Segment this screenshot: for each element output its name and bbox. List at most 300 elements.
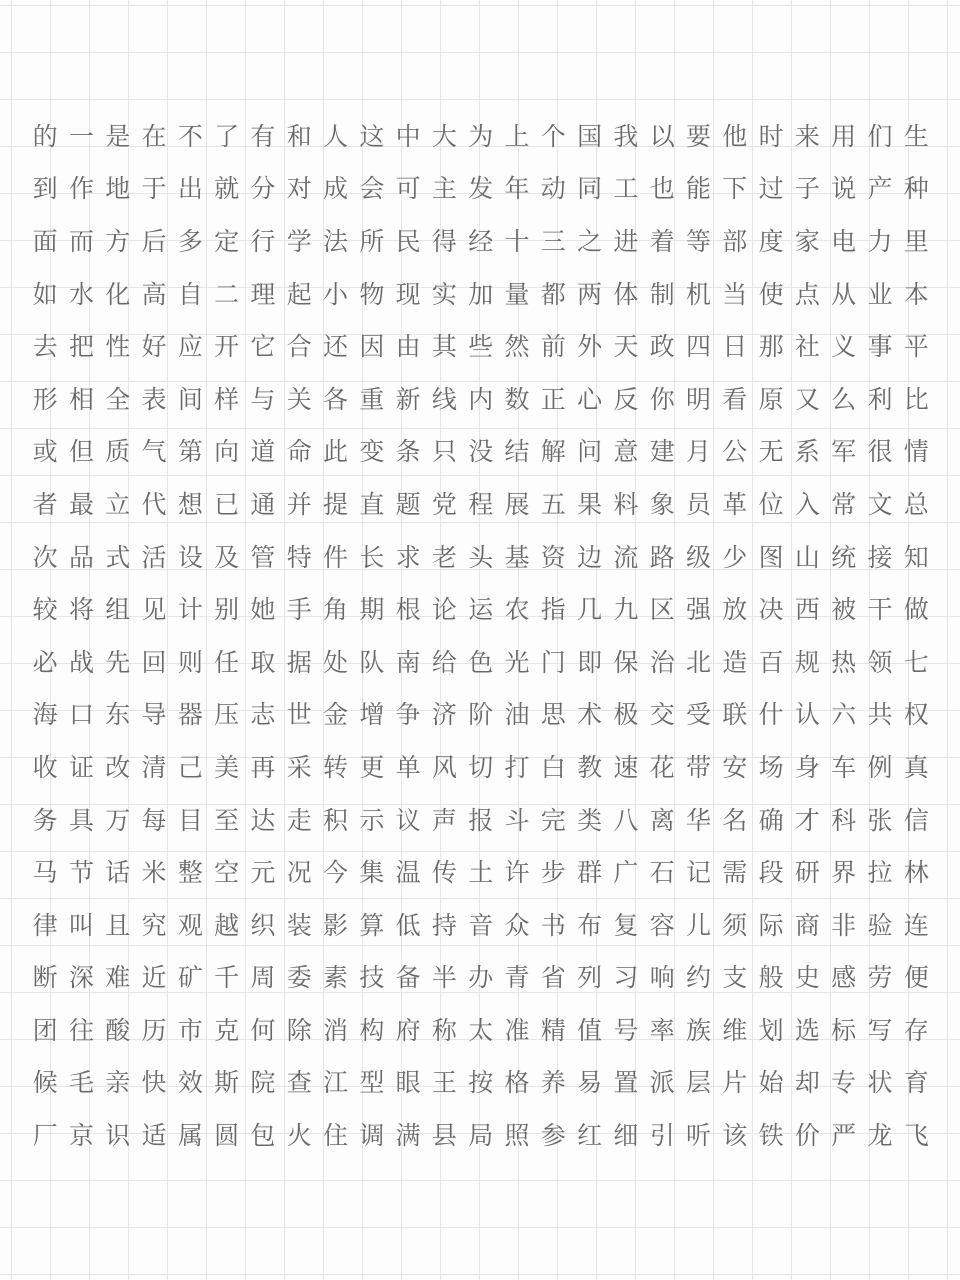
character: 展 <box>504 489 530 519</box>
character: 业 <box>867 279 893 309</box>
character: 需 <box>722 858 748 888</box>
character: 少 <box>722 542 748 572</box>
character: 须 <box>722 910 748 940</box>
character: 王 <box>431 1068 457 1098</box>
character: 将 <box>68 595 94 625</box>
character: 几 <box>577 595 603 625</box>
character: 马 <box>32 858 58 888</box>
character: 都 <box>540 279 566 309</box>
character: 产 <box>867 174 893 204</box>
character: 深 <box>68 963 94 993</box>
character: 完 <box>540 805 566 835</box>
character: 白 <box>540 752 566 782</box>
character: 习 <box>613 963 639 993</box>
character: 生 <box>903 121 929 151</box>
character: 书 <box>540 910 566 940</box>
character-row <box>27 320 937 373</box>
character: 采 <box>286 752 312 782</box>
character: 般 <box>758 963 784 993</box>
character: 器 <box>177 700 203 730</box>
character: 太 <box>468 1015 494 1045</box>
character: 儿 <box>685 910 711 940</box>
character: 所 <box>359 226 385 256</box>
character: 在 <box>141 121 167 151</box>
character: 调 <box>359 1121 385 1151</box>
character: 界 <box>831 858 857 888</box>
character: 市 <box>177 1015 203 1045</box>
character: 只 <box>431 437 457 467</box>
character: 花 <box>649 752 675 782</box>
character: 也 <box>649 174 675 204</box>
character: 管 <box>250 542 276 572</box>
character: 这 <box>359 121 385 151</box>
character: 理 <box>250 279 276 309</box>
character: 达 <box>250 805 276 835</box>
character: 置 <box>613 1068 639 1098</box>
character: 总 <box>903 489 929 519</box>
character: 使 <box>758 279 784 309</box>
character: 团 <box>32 1015 58 1045</box>
character: 线 <box>431 384 457 414</box>
character: 然 <box>504 332 530 362</box>
character: 商 <box>794 910 820 940</box>
character: 装 <box>286 910 312 940</box>
character: 战 <box>68 647 94 677</box>
character: 五 <box>540 489 566 519</box>
character-row <box>27 163 937 216</box>
character: 风 <box>431 752 457 782</box>
character: 色 <box>468 647 494 677</box>
character: 快 <box>141 1068 167 1098</box>
character: 格 <box>504 1068 530 1098</box>
character: 引 <box>649 1121 675 1151</box>
character: 由 <box>395 332 421 362</box>
character: 约 <box>685 963 711 993</box>
character: 织 <box>250 910 276 940</box>
character: 程 <box>468 489 494 519</box>
character: 压 <box>214 700 240 730</box>
character: 真 <box>903 752 929 782</box>
character-row <box>27 846 937 899</box>
character: 下 <box>722 174 748 204</box>
character: 条 <box>395 437 421 467</box>
character: 己 <box>177 752 203 782</box>
character-row <box>27 899 937 952</box>
character: 感 <box>831 963 857 993</box>
character: 动 <box>540 174 566 204</box>
character: 见 <box>141 595 167 625</box>
character: 千 <box>214 963 240 993</box>
character: 边 <box>577 542 603 572</box>
character: 它 <box>250 332 276 362</box>
character: 况 <box>286 858 312 888</box>
character: 确 <box>758 805 784 835</box>
character: 四 <box>685 332 711 362</box>
character: 物 <box>359 279 385 309</box>
character: 领 <box>867 647 893 677</box>
character: 石 <box>649 858 675 888</box>
character: 北 <box>685 647 711 677</box>
character: 员 <box>685 489 711 519</box>
character: 例 <box>867 752 893 782</box>
character: 专 <box>831 1068 857 1098</box>
character: 术 <box>577 700 603 730</box>
character: 就 <box>214 174 240 204</box>
character: 共 <box>867 700 893 730</box>
character: 价 <box>794 1121 820 1151</box>
character: 设 <box>177 542 203 572</box>
character: 解 <box>540 437 566 467</box>
character: 比 <box>903 384 929 414</box>
character: 定 <box>214 226 240 256</box>
character: 至 <box>214 805 240 835</box>
character: 最 <box>68 489 94 519</box>
character: 小 <box>323 279 349 309</box>
character: 张 <box>867 805 893 835</box>
character: 及 <box>214 542 240 572</box>
character: 有 <box>250 121 276 151</box>
character: 以 <box>649 121 675 151</box>
character: 向 <box>214 437 240 467</box>
character: 准 <box>504 1015 530 1045</box>
character: 连 <box>903 910 929 940</box>
character: 支 <box>722 963 748 993</box>
character: 精 <box>540 1015 566 1045</box>
character: 用 <box>831 121 857 151</box>
character: 内 <box>468 384 494 414</box>
character: 离 <box>649 805 675 835</box>
character: 更 <box>359 752 385 782</box>
character: 革 <box>722 489 748 519</box>
character: 百 <box>758 647 784 677</box>
character: 部 <box>722 226 748 256</box>
character: 信 <box>903 805 929 835</box>
character: 度 <box>758 226 784 256</box>
character: 主 <box>431 174 457 204</box>
character: 报 <box>468 805 494 835</box>
character: 成 <box>323 174 349 204</box>
character: 则 <box>177 647 203 677</box>
character: 争 <box>395 700 421 730</box>
character: 观 <box>177 910 203 940</box>
character: 再 <box>250 752 276 782</box>
character: 整 <box>177 858 203 888</box>
character: 规 <box>794 647 820 677</box>
character-row <box>27 215 937 268</box>
character: 两 <box>577 279 603 309</box>
character: 放 <box>722 595 748 625</box>
character: 做 <box>903 595 929 625</box>
character: 往 <box>68 1015 94 1045</box>
character: 新 <box>395 384 421 414</box>
character: 切 <box>468 752 494 782</box>
character: 别 <box>214 595 240 625</box>
character: 利 <box>867 384 893 414</box>
character: 劳 <box>867 963 893 993</box>
character: 复 <box>613 910 639 940</box>
character: 据 <box>286 647 312 677</box>
character: 等 <box>685 226 711 256</box>
character: 识 <box>105 1121 131 1151</box>
character: 各 <box>323 384 349 414</box>
character: 人 <box>323 121 349 151</box>
character: 统 <box>831 542 857 572</box>
character: 路 <box>649 542 675 572</box>
character: 亲 <box>105 1068 131 1098</box>
character: 手 <box>286 595 312 625</box>
character: 把 <box>68 332 94 362</box>
character: 严 <box>831 1121 857 1151</box>
character: 面 <box>32 226 58 256</box>
character: 直 <box>359 489 385 519</box>
character: 队 <box>359 647 385 677</box>
character: 认 <box>794 700 820 730</box>
character: 算 <box>359 910 385 940</box>
character: 众 <box>504 910 530 940</box>
character: 身 <box>794 752 820 782</box>
character: 但 <box>68 437 94 467</box>
character: 育 <box>903 1068 929 1098</box>
character: 治 <box>649 647 675 677</box>
character: 大 <box>431 121 457 151</box>
character: 性 <box>105 332 131 362</box>
character: 因 <box>359 332 385 362</box>
character: 红 <box>577 1121 603 1151</box>
character: 江 <box>323 1068 349 1098</box>
character: 事 <box>867 332 893 362</box>
character: 次 <box>32 542 58 572</box>
character: 强 <box>685 595 711 625</box>
character: 根 <box>395 595 421 625</box>
character: 质 <box>105 437 131 467</box>
character: 场 <box>758 752 784 782</box>
character: 种 <box>903 174 929 204</box>
character: 结 <box>504 437 530 467</box>
character: 技 <box>359 963 385 993</box>
character: 年 <box>504 174 530 204</box>
character: 指 <box>540 595 566 625</box>
character: 其 <box>431 332 457 362</box>
character: 知 <box>903 542 929 572</box>
character: 低 <box>395 910 421 940</box>
character: 金 <box>323 700 349 730</box>
character: 交 <box>649 700 675 730</box>
character: 极 <box>613 700 639 730</box>
character: 常 <box>831 489 857 519</box>
character: 收 <box>32 752 58 782</box>
character: 必 <box>32 647 58 677</box>
character-row <box>27 741 937 794</box>
character: 他 <box>722 121 748 151</box>
character-row <box>27 268 937 321</box>
character: 她 <box>250 595 276 625</box>
character: 象 <box>649 489 675 519</box>
character: 开 <box>214 332 240 362</box>
character: 打 <box>504 752 530 782</box>
character: 多 <box>177 226 203 256</box>
character: 长 <box>359 542 385 572</box>
character: 图 <box>758 542 784 572</box>
character: 带 <box>685 752 711 782</box>
character: 群 <box>577 858 603 888</box>
character: 要 <box>685 121 711 151</box>
character: 建 <box>649 437 675 467</box>
character: 片 <box>722 1068 748 1098</box>
character: 油 <box>504 700 530 730</box>
character: 天 <box>613 332 639 362</box>
character: 位 <box>758 489 784 519</box>
character: 量 <box>504 279 530 309</box>
character: 米 <box>141 858 167 888</box>
character: 关 <box>286 384 312 414</box>
character: 发 <box>468 174 494 204</box>
character: 文 <box>867 489 893 519</box>
character: 东 <box>105 700 131 730</box>
character: 区 <box>649 595 675 625</box>
character: 二 <box>214 279 240 309</box>
character: 单 <box>395 752 421 782</box>
character: 全 <box>105 384 131 414</box>
character: 日 <box>722 332 748 362</box>
character: 何 <box>250 1015 276 1045</box>
character: 十 <box>504 226 530 256</box>
character: 适 <box>141 1121 167 1151</box>
character: 清 <box>141 752 167 782</box>
character: 九 <box>613 595 639 625</box>
character: 火 <box>286 1121 312 1151</box>
character: 世 <box>286 700 312 730</box>
character-row <box>27 1004 937 1057</box>
character: 属 <box>177 1121 203 1151</box>
character: 高 <box>141 279 167 309</box>
character: 气 <box>141 437 167 467</box>
character-row <box>27 1057 937 1110</box>
character: 维 <box>722 1015 748 1045</box>
character: 照 <box>504 1121 530 1151</box>
character: 音 <box>468 910 494 940</box>
character: 查 <box>286 1068 312 1098</box>
character: 经 <box>468 226 494 256</box>
character: 华 <box>685 805 711 835</box>
character: 立 <box>105 489 131 519</box>
character: 包 <box>250 1121 276 1151</box>
character: 社 <box>794 332 820 362</box>
character: 时 <box>758 121 784 151</box>
character: 元 <box>250 858 276 888</box>
character: 的 <box>32 121 58 151</box>
character: 第 <box>177 437 203 467</box>
character-row <box>27 689 937 742</box>
character: 门 <box>540 647 566 677</box>
character: 被 <box>831 595 857 625</box>
character: 前 <box>540 332 566 362</box>
character: 车 <box>831 752 857 782</box>
character: 持 <box>431 910 457 940</box>
character: 广 <box>613 858 639 888</box>
character: 满 <box>395 1121 421 1151</box>
character: 同 <box>577 174 603 204</box>
character: 权 <box>903 700 929 730</box>
character: 克 <box>214 1015 240 1045</box>
character: 铁 <box>758 1121 784 1151</box>
character: 海 <box>32 700 58 730</box>
character: 了 <box>214 121 240 151</box>
character: 容 <box>649 910 675 940</box>
character: 该 <box>722 1121 748 1151</box>
character: 如 <box>32 279 58 309</box>
character: 划 <box>758 1015 784 1045</box>
character: 候 <box>32 1068 58 1098</box>
character: 起 <box>286 279 312 309</box>
character: 体 <box>613 279 639 309</box>
character: 六 <box>831 700 857 730</box>
character: 运 <box>468 595 494 625</box>
character: 对 <box>286 174 312 204</box>
character: 济 <box>431 700 457 730</box>
character: 并 <box>286 489 312 519</box>
character: 阶 <box>468 700 494 730</box>
character: 到 <box>32 174 58 204</box>
character: 响 <box>649 963 675 993</box>
character: 角 <box>323 595 349 625</box>
character: 按 <box>468 1068 494 1098</box>
character: 家 <box>794 226 820 256</box>
character: 且 <box>105 910 131 940</box>
character: 选 <box>794 1015 820 1045</box>
character: 名 <box>722 805 748 835</box>
character: 半 <box>431 963 457 993</box>
character: 义 <box>831 332 857 362</box>
character: 为 <box>468 121 494 151</box>
character: 表 <box>141 384 167 414</box>
character: 军 <box>831 437 857 467</box>
character: 会 <box>359 174 385 204</box>
character: 备 <box>395 963 421 993</box>
character: 积 <box>323 805 349 835</box>
character: 委 <box>286 963 312 993</box>
character: 我 <box>613 121 639 151</box>
character: 研 <box>794 858 820 888</box>
character: 实 <box>431 279 457 309</box>
character: 些 <box>468 332 494 362</box>
character: 子 <box>794 174 820 204</box>
character: 处 <box>323 647 349 677</box>
character: 便 <box>903 963 929 993</box>
character: 造 <box>722 647 748 677</box>
character: 山 <box>794 542 820 572</box>
character: 品 <box>68 542 94 572</box>
character: 南 <box>395 647 421 677</box>
character: 西 <box>794 595 820 625</box>
character: 力 <box>867 226 893 256</box>
character: 型 <box>359 1068 385 1098</box>
character: 方 <box>105 226 131 256</box>
character: 重 <box>359 384 385 414</box>
character: 从 <box>831 279 857 309</box>
character: 务 <box>32 805 58 835</box>
character: 志 <box>250 700 276 730</box>
character: 声 <box>431 805 457 835</box>
character: 省 <box>540 963 566 993</box>
character: 议 <box>395 805 421 835</box>
character: 府 <box>395 1015 421 1045</box>
character: 原 <box>758 384 784 414</box>
character: 效 <box>177 1068 203 1098</box>
character: 存 <box>903 1015 929 1045</box>
character: 着 <box>649 226 675 256</box>
character: 毛 <box>68 1068 94 1098</box>
character: 去 <box>32 332 58 362</box>
